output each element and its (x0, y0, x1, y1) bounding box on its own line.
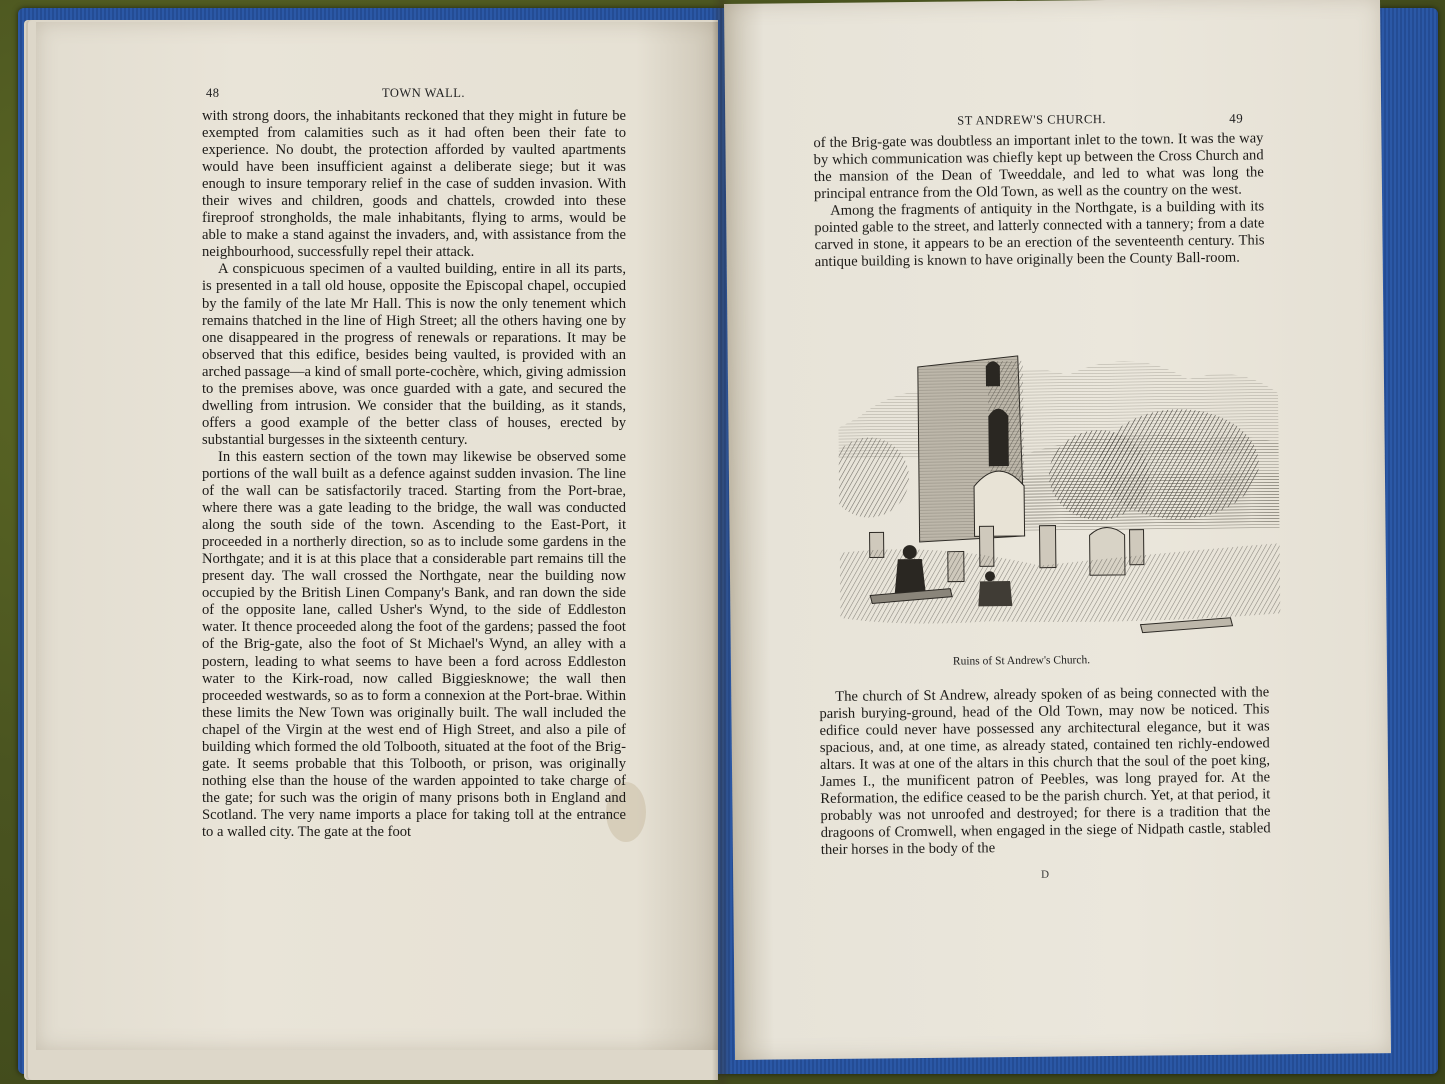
paragraph: A conspicuous specimen of a vaulted building, entire in all its parts, is presented in a tall old house, opposite the Episcopal chapel, occupied by the family of the late Mr Hall. This is now the only tenement which remains thatched in the line of High Street; all the others having one by one disappeared in the progress of renewals or reparations. It may be observed that this edifice, besides being vaulted, is provided with an arched passage—a kind of small porte-cochère, which, giving admission to the premises above, was once guarded with a gate, and secured the dwelling from intrusion. We consider that the building, as it stands, offers a good example of the better class of houses, erected by substantial burgesses in the sixteenth century. (202, 261, 626, 448)
engraving-ruins-of-st-andrews-church (837, 323, 1280, 644)
right-body-text-bottom (819, 684, 1271, 859)
paragraph: Among the fragments of antiquity in the Northgate, is a building with its pointed gable to the street, and latterly connected with a tannery; from a date carved in stone, it appears to be an erection of the seventeenth century. This antique building is known to have originally been the County Ball-room. (814, 198, 1265, 271)
left-page-number: 48 (206, 86, 220, 100)
signature-mark: D (1041, 868, 1050, 881)
left-running-head: TOWN WALL. (382, 86, 465, 100)
paragraph: The church of St Andrew, already spoken of as being connected with the parish burying-ground, head of the Old Town, may now be noticed. This edifice could never have possessed any architectural elegance, but it was spacious, and, at one time, as already stated, contained ten richly-endowed altars. It was at one of the altars in this church that the soul of the poet king, James I., the munificent patron of Peebles, was long prayed for. At the Reformation, the edifice ceased to be the parish church. Yet, at that period, it probably was not unroofed and destroyed; for there is a tradition that the dragoons of Cromwell, when engaged in the siege of Nidpath castle, stabled their horses in the body of the (819, 684, 1271, 859)
illustration-caption: Ruins of St Andrew's Church. (952, 654, 1091, 668)
paragraph: In this eastern section of the town may likewise be observed some portions of the wall built as a defence against sudden invasion. The line of the wall can be satisfactorily traced. Starting from the Port-brae, where there was a gate leading to the bridge, the wall was conducted along the south side of the town. Ascending to the East-Port, it proceeded in a northerly direction, so as to include some gardens in the Northgate; and it is at this place that a considerable part remains till the present day. The wall crossed the Northgate, near the building now occupied by the British Linen Company's Bank, and ran down the side of the opposite lane, called Usher's Wynd, to the side of Eddleston water. It thence proceeded along the foot of the gardens; passed the foot of the Brig-gate, also the foot of St Michael's Wynd, an alley with a postern, leading to what seems to have been a ford across Eddleston water to the Kirk-road, now called Biggiesknowe; the wall then proceeded westwards, so as to form a connexion at the Port-brae. Within these limits the New Town was originally built. The wall included the chapel of the Virgin at the west end of High Street, and also a pile of building which formed the old Tolbooth, situated at the foot of the Brig-gate. It seems probable that this Tolbooth, or prison, was originally nothing else than the house of the warden appointed to take charge of the gate; for such was the origin of many prisons both in England and Scotland. The very name imports a place for taking toll at the entrance to a walled city. The gate at the foot (202, 448, 626, 840)
left-page (36, 22, 718, 1050)
paragraph: with strong doors, the inhabitants reckoned that they might in future be exempted from calamities such as it had often been their fate to experience. No doubt, the protection afforded by vaulted apartments would have been insufficient against a deliberate siege; but it was enough to insure temporary relief in the case of sudden invasion. With their wives and children, goods and chattels, crowded into these fireproof strongholds, the male inhabitants, flying to arms, would be able to make a stand against the invaders, and, with assistance from the neighbourhood, successfully repel their attack. (202, 108, 626, 261)
paragraph: of the Brig-gate was doubtless an important inlet to the town. It was the way by which communication was chiefly kept up between the Cross Church and the mansion of the Dean of Tweeddale, and led to what was long the principal entrance from the Old Town, as well as the country on the west. (813, 130, 1264, 203)
left-body-text (202, 108, 626, 841)
right-running-head: ST ANDREW'S CHURCH. (957, 112, 1107, 128)
right-body-text-top (813, 130, 1264, 271)
right-page-number: 49 (1229, 110, 1244, 126)
right-page (724, 0, 1391, 1060)
